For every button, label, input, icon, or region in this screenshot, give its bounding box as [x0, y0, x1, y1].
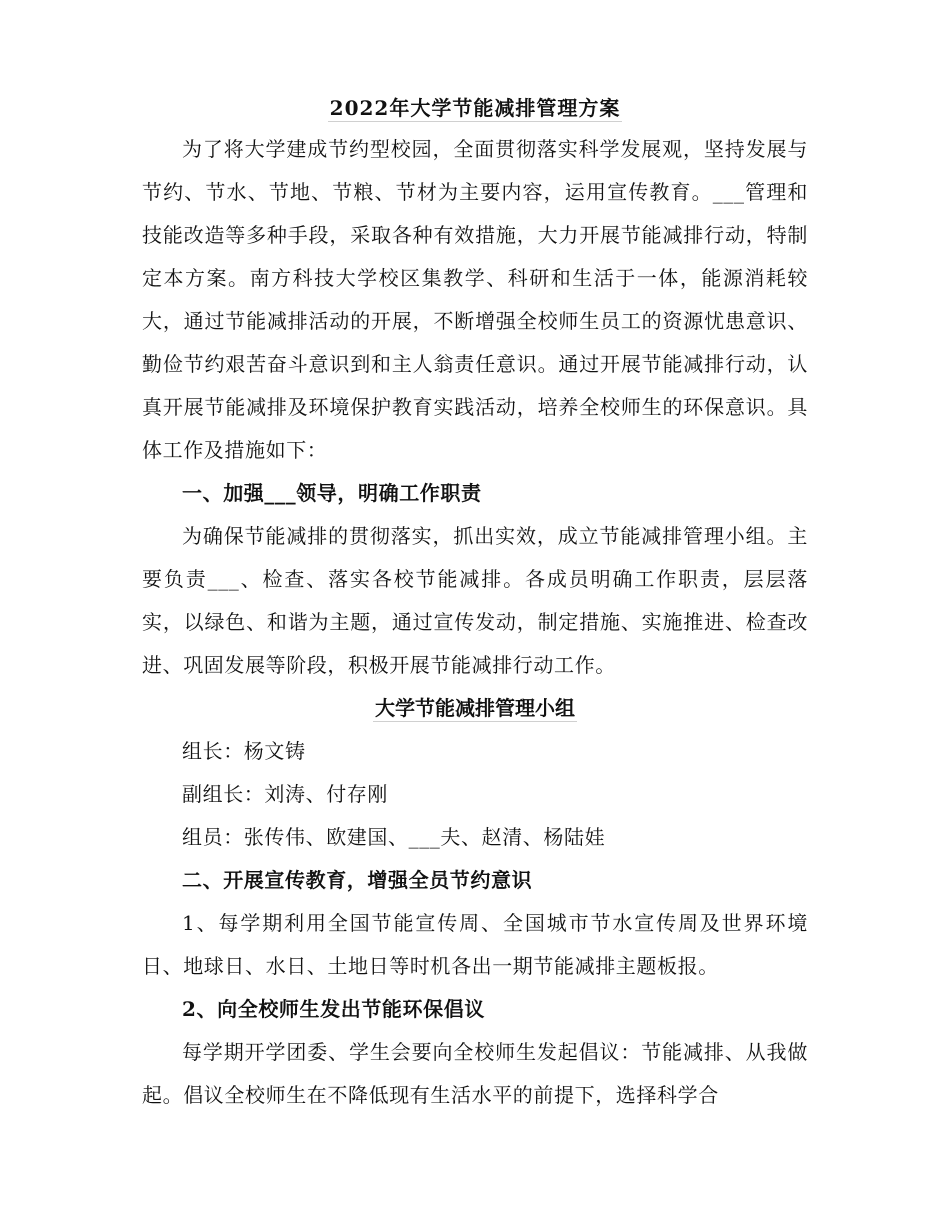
section-1-heading: 一、加强___领导，明确工作职责 [182, 481, 482, 505]
group-deputy: 副组长：刘涛、付存刚 [182, 782, 388, 806]
group-members: 组员：张传伟、欧建国、___夫、赵清、杨陆娃 [182, 825, 606, 849]
document-title [142, 88, 808, 128]
group-title [142, 687, 808, 730]
group-title-text: 大学节能减排管理小组 [375, 696, 575, 720]
section-2-item-2-body: 每学期开学团委、学生会要向全校师生发起倡议：节能减排、从我做起。倡议全校师生在不降低现有生活水平的前提下，选择科学合 [142, 1040, 808, 1107]
intro-paragraph: 为了将大学建成节约型校园，全面贯彻落实科学发展观，坚持发展与节约、节水、节地、节粮、节材为主要内容，运用宣传教育。___管理和技能改造等多种手段，采取各种有效措施，大力开展节能减排行动，特制定本方案。南方科技大学校区集教学、科研和生活于一体，能源消耗较大，通过节能减排活动的开展，不断增强全校师生员工的资源忧患意识、勤俭节约艰苦奋斗意识到和主人翁责任意识。通过开展节能减排行动，认真开展节能减排及环境保护教育实践活动，培养全校师生的环保意识。具体工作及措施如下： [142, 137, 808, 462]
section-1-body: 为确保节能减排的贯彻落实，抓出实效，成立节能减排管理小组。主要负责___、检查、落实各校节能减排。各成员明确工作职责，层层落实，以绿色、和谐为主题，通过宣传发动，制定措施、实施推进、检查改进、巩固发展等阶段，积极开展节能减排行动工作。 [142, 524, 808, 677]
section-2-item-2-heading: 2、向全校师生发出节能环保倡议 [182, 997, 485, 1021]
document-title-text: 2022年大学节能减排管理方案 [329, 96, 621, 120]
section-2-heading: 二、开展宣传教育，增强全员节约意识 [182, 868, 533, 892]
document-page [142, 88, 808, 1117]
group-leader: 组长：杨文铸 [182, 739, 306, 763]
section-2-item-1: 1、每学期利用全国节能宣传周、全国城市节水宣传周及世界环境日、地球日、水日、土地日等时机各出一期节能减排主题板报。 [142, 911, 808, 978]
